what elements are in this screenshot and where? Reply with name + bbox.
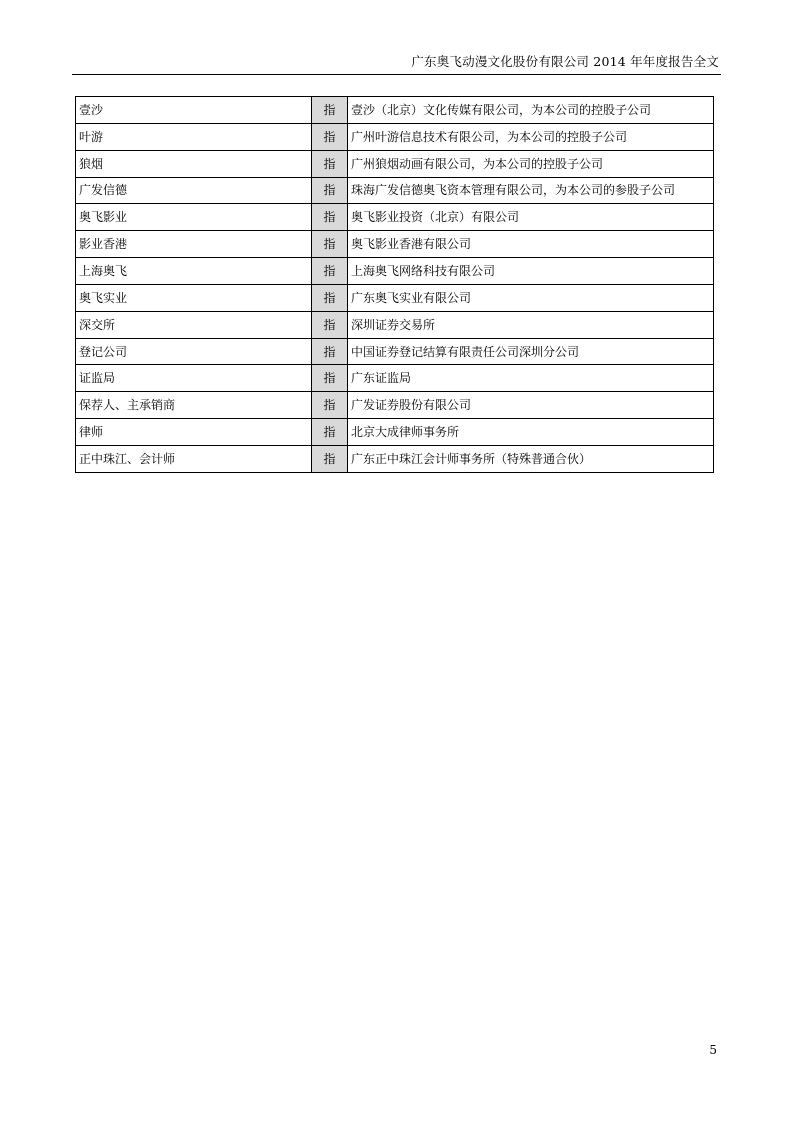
- definition-cell: 壹沙（北京）文化传媒有限公司，为本公司的控股子公司: [348, 97, 714, 124]
- term-cell: 奥飞实业: [76, 284, 312, 311]
- term-cell: 深交所: [76, 311, 312, 338]
- term-cell: 壹沙: [76, 97, 312, 124]
- definition-cell: 广发证券股份有限公司: [348, 392, 714, 419]
- table-row: [76, 392, 714, 419]
- term-cell: 律师: [76, 419, 312, 446]
- definition-cell: 上海奥飞网络科技有限公司: [348, 258, 714, 285]
- table-row: [76, 150, 714, 177]
- definition-cell: 深圳证券交易所: [348, 311, 714, 338]
- definition-cell: 珠海广发信德奥飞资本管理有限公司，为本公司的参股子公司: [348, 177, 714, 204]
- term-cell: 登记公司: [76, 338, 312, 365]
- definition-cell: 奥飞影业投资（北京）有限公司: [348, 204, 714, 231]
- table-row: [76, 97, 714, 124]
- separator-cell: 指: [312, 311, 348, 338]
- term-cell: 狼烟: [76, 150, 312, 177]
- term-cell: 上海奥飞: [76, 258, 312, 285]
- term-cell: 正中珠江、会计师: [76, 445, 312, 472]
- table-row: [76, 338, 714, 365]
- definition-cell: 广东奥飞实业有限公司: [348, 284, 714, 311]
- definitions-table: [75, 96, 714, 473]
- table-row: [76, 284, 714, 311]
- separator-cell: 指: [312, 284, 348, 311]
- term-cell: 保荐人、主承销商: [76, 392, 312, 419]
- separator-cell: 指: [312, 419, 348, 446]
- separator-cell: 指: [312, 97, 348, 124]
- separator-cell: 指: [312, 150, 348, 177]
- separator-cell: 指: [312, 177, 348, 204]
- table-row: [76, 177, 714, 204]
- term-cell: 广发信德: [76, 177, 312, 204]
- table-row: [76, 258, 714, 285]
- separator-cell: 指: [312, 445, 348, 472]
- definition-cell: 中国证券登记结算有限责任公司深圳分公司: [348, 338, 714, 365]
- definition-cell: 广州叶游信息技术有限公司，为本公司的控股子公司: [348, 123, 714, 150]
- term-cell: 奥飞影业: [76, 204, 312, 231]
- definition-cell: 奥飞影业香港有限公司: [348, 231, 714, 258]
- table-row: [76, 123, 714, 150]
- table-row: [76, 445, 714, 472]
- table-row: [76, 419, 714, 446]
- definition-cell: 北京大成律师事务所: [348, 419, 714, 446]
- table-row: [76, 204, 714, 231]
- separator-cell: 指: [312, 365, 348, 392]
- table-row: [76, 231, 714, 258]
- separator-cell: 指: [312, 123, 348, 150]
- separator-cell: 指: [312, 338, 348, 365]
- definition-cell: 广州狼烟动画有限公司，为本公司的控股子公司: [348, 150, 714, 177]
- term-cell: 叶游: [76, 123, 312, 150]
- separator-cell: 指: [312, 258, 348, 285]
- page-number: 5: [709, 1043, 717, 1057]
- definition-cell: 广东证监局: [348, 365, 714, 392]
- term-cell: 影业香港: [76, 231, 312, 258]
- table-row: [76, 311, 714, 338]
- separator-cell: 指: [312, 204, 348, 231]
- table-row: [76, 365, 714, 392]
- term-cell: 证监局: [76, 365, 312, 392]
- header-divider: [72, 74, 721, 75]
- separator-cell: 指: [312, 392, 348, 419]
- page-header-title: 广东奥飞动漫文化股份有限公司 2014 年年度报告全文: [411, 54, 719, 69]
- separator-cell: 指: [312, 231, 348, 258]
- definition-cell: 广东正中珠江会计师事务所（特殊普通合伙）: [348, 445, 714, 472]
